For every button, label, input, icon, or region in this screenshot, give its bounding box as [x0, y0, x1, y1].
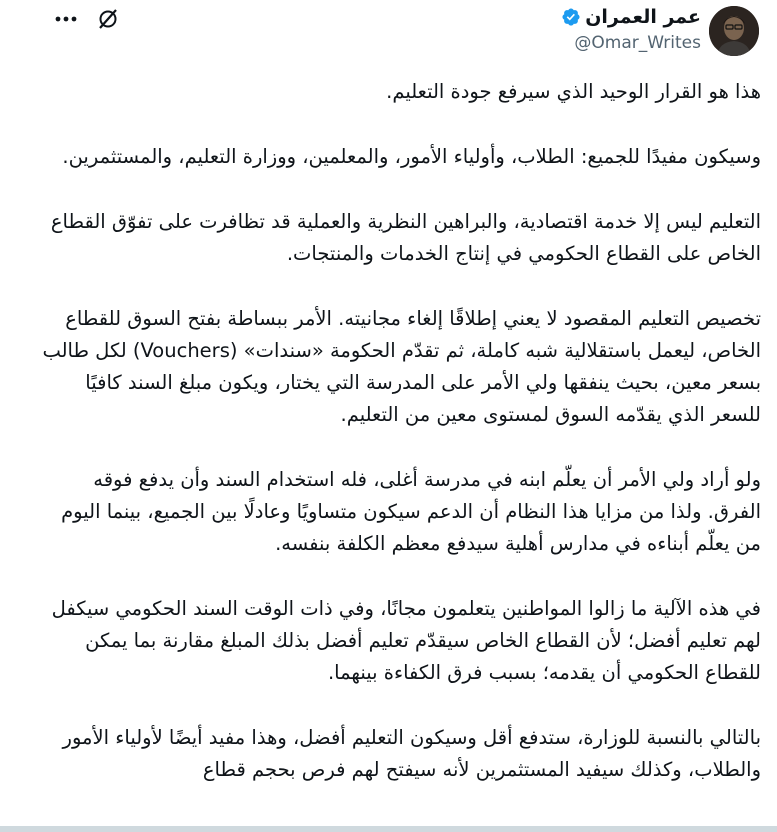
tweet-paragraph: في هذه الآلية ما زالوا المواطنين يتعلمون مجانًا، وفي ذات الوقت السند الحكومي سيكفل لهم تعليم أفضل؛ لأن القطاع الخاص سيقدّم تعليم أفضل بذلك المبلغ مقارنة بما يمكن للقطاع الحكومي أن يقدمه؛ بسبب فرق الكفاءة بينهما.: [51, 597, 761, 684]
tweet-paragraph: التعليم ليس إلا خدمة اقتصادية، والبراهين النظرية والعملية قد تظافرت على تفوّق القطاع الخاص على القطاع الحكومي في إنتاج الخدمات والمنتجات.: [50, 210, 761, 265]
tweet-actions: [52, 6, 122, 32]
tweet-paragraph: تخصيص التعليم المقصود لا يعني إطلاقًا إلغاء مجانيته. الأمر ببساطة بفتح السوق للقطاع الخاص، ليعمل باستقلالية شبه كاملة، ثم تقدّم الحكومة «سندات» (Vouchers) لكل طالب بسعر معين، بحيث ينفقها ولي الأمر على المدرسة التي يختار، ويكون مبلغ السند كافيًا للسعر الذي يقدّمه السوق لمستوى معين من التعليم.: [42, 307, 761, 426]
verified-badge-icon: [561, 7, 581, 27]
tweet-paragraph: وسيكون مفيدًا للجميع: الطلاب، وأولياء الأمور، والمعلمين، ووزارة التعليم، والمستثمرين.: [62, 145, 761, 168]
more-options-button[interactable]: [52, 6, 80, 32]
tweet-paragraph: هذا هو القرار الوحيد الذي سيرفع جودة التعليم.: [386, 80, 761, 103]
grok-button[interactable]: [94, 6, 122, 32]
avatar-image: [709, 6, 759, 56]
tweet-paragraph: بالتالي بالنسبة للوزارة، ستدفع أقل وسيكون التعليم أفضل، وهذا مفيد أيضًا لأولياء الأمور والطلاب، وكذلك سيفيد المستثمرين لأنه سيفتح لهم فرص بحجم قطاع: [62, 726, 761, 781]
author-name[interactable]: عمر العمران: [585, 6, 701, 28]
grok-icon: [96, 7, 120, 31]
author-name-row[interactable]: [561, 6, 701, 28]
bottom-divider: [0, 826, 777, 832]
more-options-icon: [55, 16, 77, 22]
tweet-body: [40, 76, 761, 819]
tweet-paragraph: ولو أراد ولي الأمر أن يعلّم ابنه في مدرسة أغلى، فله استخدام السند وأن يدفع فوقه الفرق. ولذا من مزايا هذا النظام أن الدعم سيكون متساويًا وعادلًا بين الجميع، بينما اليوم من يعلّم أبناءه في مدارس أهلية سيدفع معظم الكلفة بنفسه.: [61, 468, 761, 555]
author-handle[interactable]: @Omar_Writes: [574, 33, 701, 53]
avatar[interactable]: [709, 6, 759, 56]
